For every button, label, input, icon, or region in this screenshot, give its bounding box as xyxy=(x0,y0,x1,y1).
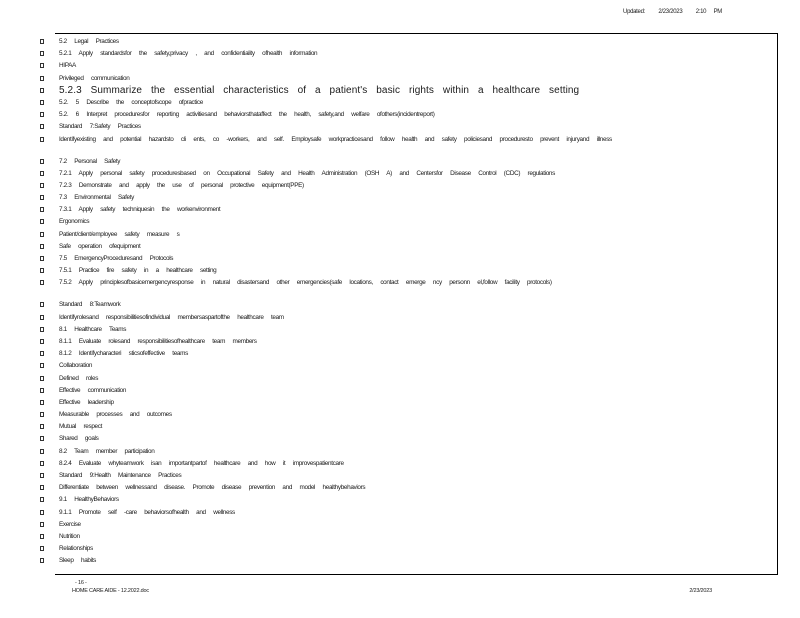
list-item-text: Standard 8:Teamwork xyxy=(59,301,121,309)
list-item-text: Patient/client/employee safety measure s xyxy=(59,230,180,238)
list-item-text: 5.2.3 Summarize the essential characteristics of a patient's basic rights within a healthcare setting xyxy=(59,84,580,96)
list-item-text: Identifyexisting and potential hazardsto cli ents, co -workers, and self. Employsafe workpracticesand follow health and safety policiesand proceduresto prevent injuryand illness xyxy=(59,135,612,143)
list-item xyxy=(40,531,780,543)
list-item-text: Exercise xyxy=(59,520,81,528)
list-item xyxy=(40,336,780,348)
bullet-box-icon xyxy=(40,280,44,285)
list-item xyxy=(40,168,780,180)
bullet-box-icon xyxy=(40,159,44,164)
list-item-text: Shared goals xyxy=(59,435,99,443)
footer-date: 2/23/2023 xyxy=(689,588,712,594)
bullet-box-icon xyxy=(40,376,44,381)
list-item xyxy=(40,312,780,324)
bullet-box-icon xyxy=(40,137,44,142)
bullet-box-icon xyxy=(40,485,44,490)
bullet-box-icon xyxy=(40,412,44,417)
document-name: HOME CARE AIDE - 12.2022.doc xyxy=(72,588,149,594)
page-number: - 16 - xyxy=(75,580,87,586)
updated-date: 2/23/2023 xyxy=(658,9,683,15)
list-item xyxy=(40,385,780,397)
list-item xyxy=(40,73,780,85)
updated-time: 2:10 xyxy=(695,9,707,15)
bullet-box-icon xyxy=(40,76,44,81)
bullet-box-icon xyxy=(40,244,44,249)
list-item-text: 8.1.1 Evaluate rolesand responsibilitiesofhealthcare team members xyxy=(59,337,257,345)
bullet-box-icon xyxy=(40,39,44,44)
bullet-box-icon xyxy=(40,195,44,200)
list-item-text: Defined roles xyxy=(59,374,99,382)
bullet-box-icon xyxy=(40,546,44,551)
list-item-text: Sleep habits xyxy=(59,557,96,565)
list-item-text: 9.1.1 Promote self -care behaviorsofhealth and wellness xyxy=(59,508,235,516)
bullet-box-icon xyxy=(40,88,44,93)
list-item xyxy=(40,97,780,109)
list-item xyxy=(40,277,780,299)
list-item-text: 8.1.2 Identifycharacteri sticsofeffective teams xyxy=(59,350,188,358)
list-item xyxy=(40,156,780,168)
bullet-box-icon xyxy=(40,339,44,344)
list-item-text: Relationships xyxy=(59,545,93,553)
list-item-text: 5.2. 6 Interpret proceduresfor reporting activitiesand behaviorsthataffect the health, safety,and welfare ofothers(incidentreport) xyxy=(59,111,435,119)
list-item-text: Mutual respect xyxy=(59,423,103,431)
updated-ampm: PM xyxy=(713,9,722,15)
list-item-text: Differentiate between wellnessand disease. Promote disease prevention and model healthybehaviors xyxy=(59,484,366,492)
list-item-text: 7.5.2 Apply principlesofbasicemergencyresponse in natural disastersand other emergencies(safe locations, contact emerge ncy personn el,follow facility protocols) xyxy=(59,279,552,287)
list-item-text: 5.2.1 Apply standardsfor the safety,privacy , and confidentiality ofhealth information xyxy=(59,50,318,58)
list-item xyxy=(40,482,780,494)
list-item xyxy=(40,409,780,421)
bullet-box-icon xyxy=(40,449,44,454)
list-item xyxy=(40,348,780,360)
list-item xyxy=(40,555,780,567)
list-item xyxy=(40,494,780,506)
list-item xyxy=(40,543,780,555)
list-item xyxy=(40,253,780,265)
bullet-box-icon xyxy=(40,436,44,441)
bullet-box-icon xyxy=(40,510,44,515)
list-item xyxy=(40,229,780,241)
list-item xyxy=(40,265,780,277)
bullet-box-icon xyxy=(40,558,44,563)
list-item-text: 8.2 Team member participation xyxy=(59,447,155,455)
footer-left xyxy=(72,579,149,595)
list-item xyxy=(40,36,780,48)
list-item xyxy=(40,470,780,482)
list-item-text: 8.1 Healthcare Teams xyxy=(59,325,127,333)
list-item-text: Privileged communication xyxy=(59,74,130,82)
outline-list xyxy=(40,36,780,568)
list-item-text: Measurable processes and outcomes xyxy=(59,411,172,419)
bullet-box-icon xyxy=(40,497,44,502)
bullet-box-icon xyxy=(40,183,44,188)
list-item xyxy=(40,241,780,253)
list-item-text: Ergonomics xyxy=(59,218,90,226)
bullet-box-icon xyxy=(40,51,44,56)
bullet-box-icon xyxy=(40,400,44,405)
bullet-box-icon xyxy=(40,63,44,68)
list-item xyxy=(40,109,780,121)
list-item xyxy=(40,134,780,156)
list-item xyxy=(40,180,780,192)
list-item-text: 8.2.4 Evaluate whyteamwork isan importantpartof healthcare and how it improvespatientcare xyxy=(59,459,344,467)
bullet-box-icon xyxy=(40,112,44,117)
list-item-text: 7.3.1 Apply safety techniquesin the workenvironment xyxy=(59,206,221,214)
list-item xyxy=(40,192,780,204)
list-item xyxy=(40,204,780,216)
bullet-box-icon xyxy=(40,363,44,368)
bullet-box-icon xyxy=(40,388,44,393)
list-item-text: 7.3 Environmental Safety xyxy=(59,194,135,202)
list-item-text: 5.2. 5 Describe the conceptofscope ofpractice xyxy=(59,98,203,106)
updated-label: Updated: xyxy=(623,9,645,15)
list-item xyxy=(40,397,780,409)
bullet-box-icon xyxy=(40,207,44,212)
list-item-text: 7.2 Personal Safety xyxy=(59,157,121,165)
bullet-box-icon xyxy=(40,302,44,307)
list-item xyxy=(40,519,780,531)
list-item-text: Collaboration xyxy=(59,362,93,370)
list-item-text: Standard 9:Health Maintenance Practices xyxy=(59,472,182,479)
list-item xyxy=(40,324,780,336)
bullet-box-icon xyxy=(40,171,44,176)
list-item-text: Effective communication xyxy=(59,386,127,394)
list-item xyxy=(40,48,780,60)
list-item-text: Standard 7:Safety Practices xyxy=(59,123,141,131)
list-item xyxy=(40,299,780,311)
list-item xyxy=(40,216,780,228)
list-item xyxy=(40,60,780,72)
bullet-box-icon xyxy=(40,124,44,129)
list-item-text: Effective leadership xyxy=(59,398,114,406)
list-item xyxy=(40,433,780,445)
bullet-box-icon xyxy=(40,256,44,261)
list-item xyxy=(40,85,780,97)
header-timestamp xyxy=(611,9,722,15)
list-item xyxy=(40,507,780,519)
bullet-box-icon xyxy=(40,424,44,429)
list-item-text: Safe operation ofequipment xyxy=(59,242,141,250)
list-item xyxy=(40,121,780,133)
list-item-text: 7.2.1 Apply personal safety proceduresbased on Occupational Safety and Health Administration (OSH A) and Centersfor Disease Control (CDC) regulations xyxy=(59,169,555,177)
bullet-box-icon xyxy=(40,100,44,105)
bullet-box-icon xyxy=(40,461,44,466)
list-item xyxy=(40,458,780,470)
bullet-box-icon xyxy=(40,268,44,273)
list-item-text: Nutrition xyxy=(59,532,80,540)
list-item-text: 7.5 EmergencyProceduresand Protocols xyxy=(59,255,174,262)
list-item-text: 9.1 HealthyBehaviors xyxy=(59,496,119,504)
bullet-box-icon xyxy=(40,473,44,478)
list-item-text: 5.2 Legal Practices xyxy=(59,38,119,45)
list-item-text: 7.5.1 Practice fire safety in a healthcare setting xyxy=(59,267,217,275)
list-item xyxy=(40,360,780,372)
list-item xyxy=(40,421,780,433)
list-item xyxy=(40,373,780,385)
bullet-box-icon xyxy=(40,315,44,320)
bullet-box-icon xyxy=(40,351,44,356)
list-item-text: HIPAA xyxy=(59,62,76,70)
bullet-box-icon xyxy=(40,219,44,224)
bullet-box-icon xyxy=(40,327,44,332)
bullet-box-icon xyxy=(40,522,44,527)
list-item xyxy=(40,446,780,458)
list-item-text: 7.2.3 Demonstrate and apply the use of personal protective equipment(PPE) xyxy=(59,181,304,189)
list-item-text: Identifyrolesand responsibilitiesofindividual membersaspartofthe healthcare team xyxy=(59,313,284,321)
bullet-box-icon xyxy=(40,232,44,237)
bullet-box-icon xyxy=(40,534,44,539)
